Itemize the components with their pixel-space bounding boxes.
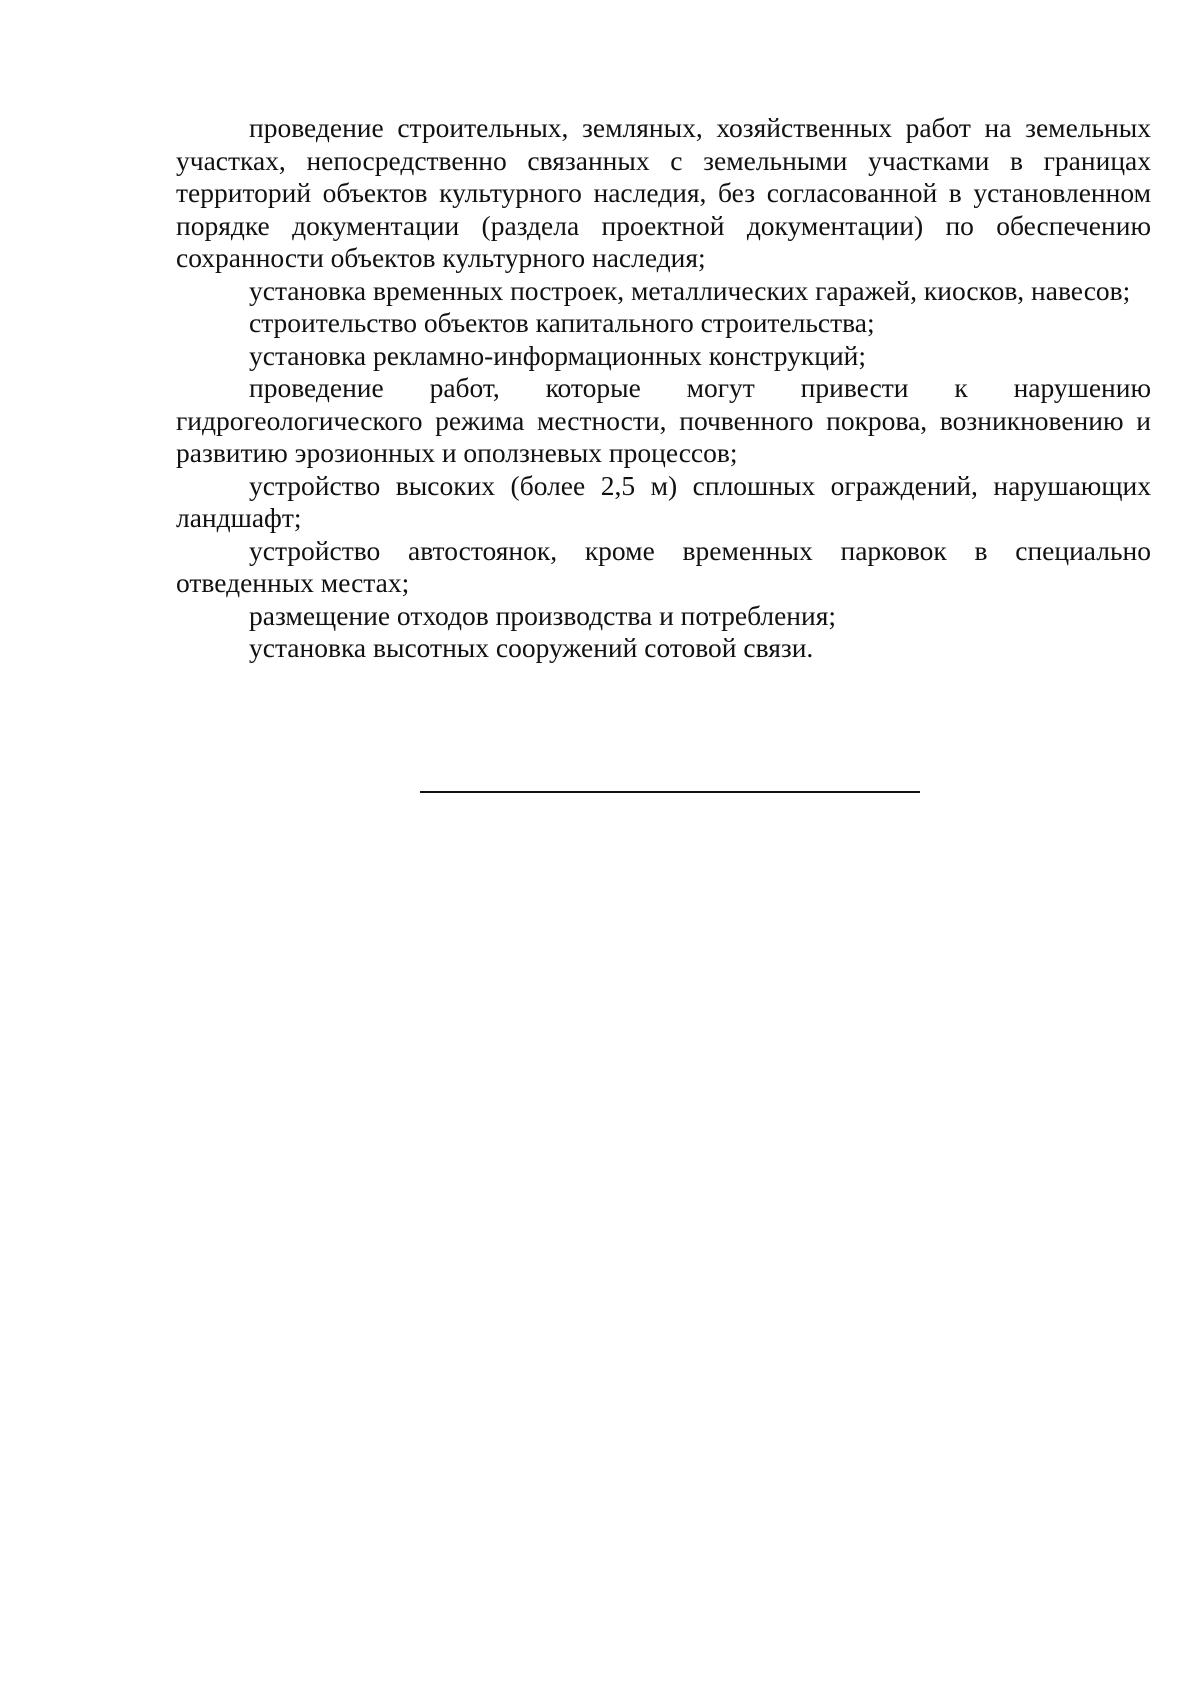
paragraph-parking-lots: устройство автостоянок, кроме временных парковок в специально отведенных местах; [176, 534, 1151, 598]
paragraph-hydrogeological-works: проведение работ, которые могут привести к нарушению гидрогеологического режима местности, почвенного покрова, возникновению и развитию эрозионных и оползневых процессов; [176, 372, 1151, 468]
document-body [176, 112, 1151, 665]
paragraph-waste-placement: размещение отходов производства и потребления; [249, 599, 837, 631]
end-separator-line [420, 791, 920, 793]
paragraph-earthworks: проведение строительных, земляных, хозяйственных работ на земельных участках, непосредственно связанных с земельными участками в границах территорий объектов культурного наследия, без согласованной в установленном порядке документации (раздела проектной документации) по обеспечению сохранности объектов культурного наследия; [176, 112, 1151, 273]
paragraph-advertising-structures: установка рекламно-информационных конструкций; [249, 339, 867, 371]
paragraph-cellular-towers: установка высотных сооружений сотовой связи. [249, 632, 814, 663]
paragraph-capital-construction: строительство объектов капитального строительства; [249, 307, 875, 338]
paragraph-temporary-buildings: установка временных построек, металлических гаражей, киосков, навесов; [249, 274, 1131, 306]
paragraph-high-fences: устройство высоких (более 2,5 м) сплошных ограждений, нарушающих ландшафт; [176, 469, 1151, 533]
